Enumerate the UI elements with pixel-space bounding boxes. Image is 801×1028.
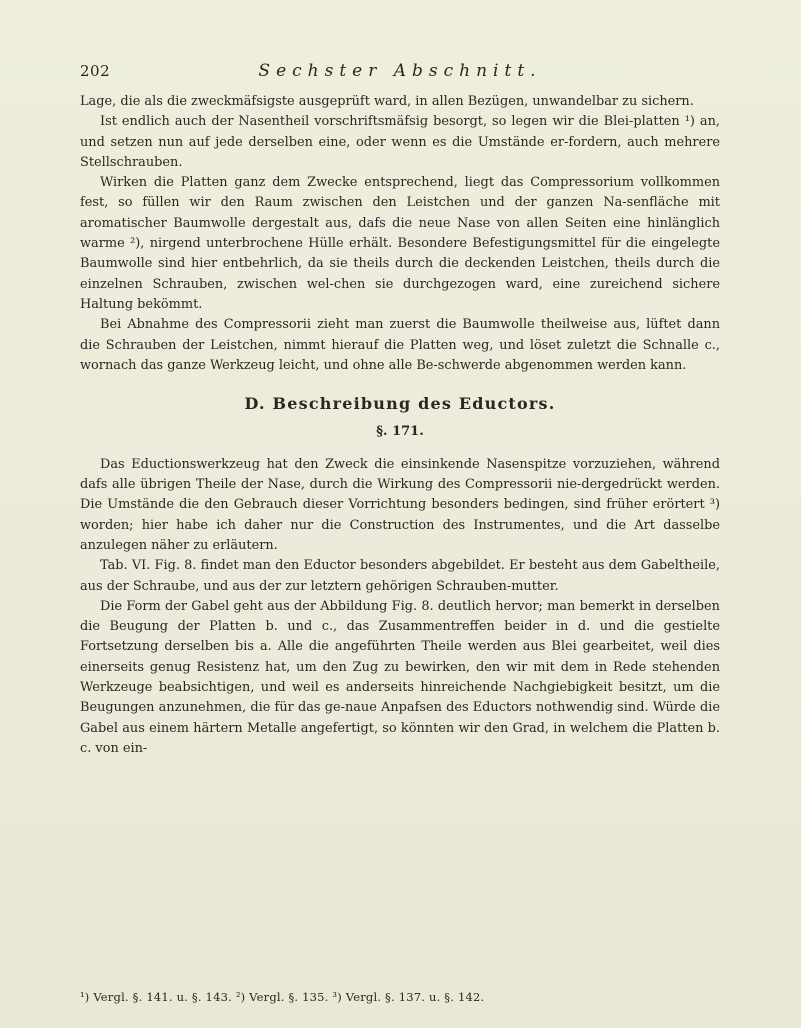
paragraph: Das Eductionswerkzeug hat den Zweck die einsinkende Nasenspitze vorzuziehen, während dafs alle übrigen Theile der Nase, durch die Wirkung des Compressorii nie-dergedrückt werden. Die Umstände die den Gebrauch dieser Vorrichtung besonders bedingen, sind früher erörtert ³) worden; hier habe ich daher nur die Construction des Instrumentes, und die Art dasselbe anzulegen näher zu erläutern. xyxy=(80,456,720,553)
body-text xyxy=(80,92,720,759)
paragraph: Ist endlich auch der Nasentheil vorschriftsmäfsig besorgt, so legen wir die Blei-platten ¹) an, und setzen nun auf jede derselben eine, oder wenn es die Umstände er-fordern, auch mehrere Stellschrauben. xyxy=(80,114,720,170)
paragraph: Tab. VI. Fig. 8. findet man den Eductor besonders abgebildet. Er besteht aus dem Gabeltheile, aus der Schraube, und aus der zur letztern gehörigen Schrauben-mutter. xyxy=(80,558,720,594)
page-number: 202 xyxy=(80,62,111,80)
paragraph: Lage, die als die zweckmäfsigste ausgeprüft ward, in allen Bezügen, unwandelbar zu sichern. xyxy=(80,94,694,109)
section-number: §. 171. xyxy=(376,424,424,440)
paragraph: Wirken die Platten ganz dem Zwecke entsprechend, liegt das Compressorium vollkommen fest, so füllen wir den Raum zwischen den Leistchen und der ganzen Na-senfläche mit aromatischer Baumwolle dergestalt aus, dafs die neue Nase von allen Seiten eine hinlänglich warme ²), nirgend unterbrochene Hülle erhält. Besondere Befestigungsmittel für die eingelegte Baumwolle sind hier entbehrlich, da sie theils durch die deckenden Leistchen, theils durch die einzelnen Schrauben, zwischen wel-chen sie durchgezogen ward, eine zureichend sichere Haltung bekömmt. xyxy=(80,175,720,312)
page-header xyxy=(80,62,720,86)
footnotes: ¹) Vergl. §. 141. u. §. 143. ²) Vergl. §. 135. ³) Vergl. §. 137. u. §. 142. xyxy=(80,990,485,1004)
paragraph: Bei Abnahme des Compressorii zieht man zuerst die Baumwolle theilweise aus, lüftet dann die Schrauben der Leistchen, nimmt hierauf die Platten weg, und löset zuletzt die Schnalle c., wornach das ganze Werkzeug leicht, und ohne alle Be-schwerde abgenommen werden kann. xyxy=(80,317,720,373)
paragraph: Die Form der Gabel geht aus der Abbildung Fig. 8. deutlich hervor; man bemerkt in derselben die Beugung der Platten b. und c., das Zusammentreffen beider in d. und die gestielte Fortsetzung derselben bis a. Alle die angeführten Theile werden aus Blei gearbeitet, weil dies einerseits genug Resistenz hat, um den Zug zu bewirken, den wir mit dem in Rede stehenden Werkzeuge beabsichtigen, und weil es anderseits hinreichende Nachgiebigkeit besitzt, um die Beugungen anzunehmen, die für das ge-naue Anpafsen des Eductors nothwendig sind. Würde die Gabel aus einem härtern Metalle angefertigt, so könnten wir den Grad, in welchem die Platten b. c. von ein- xyxy=(80,598,720,756)
section-heading: D. Beschreibung des Eductors. xyxy=(244,394,556,414)
running-head: Sechster Abschnitt. xyxy=(258,61,542,81)
